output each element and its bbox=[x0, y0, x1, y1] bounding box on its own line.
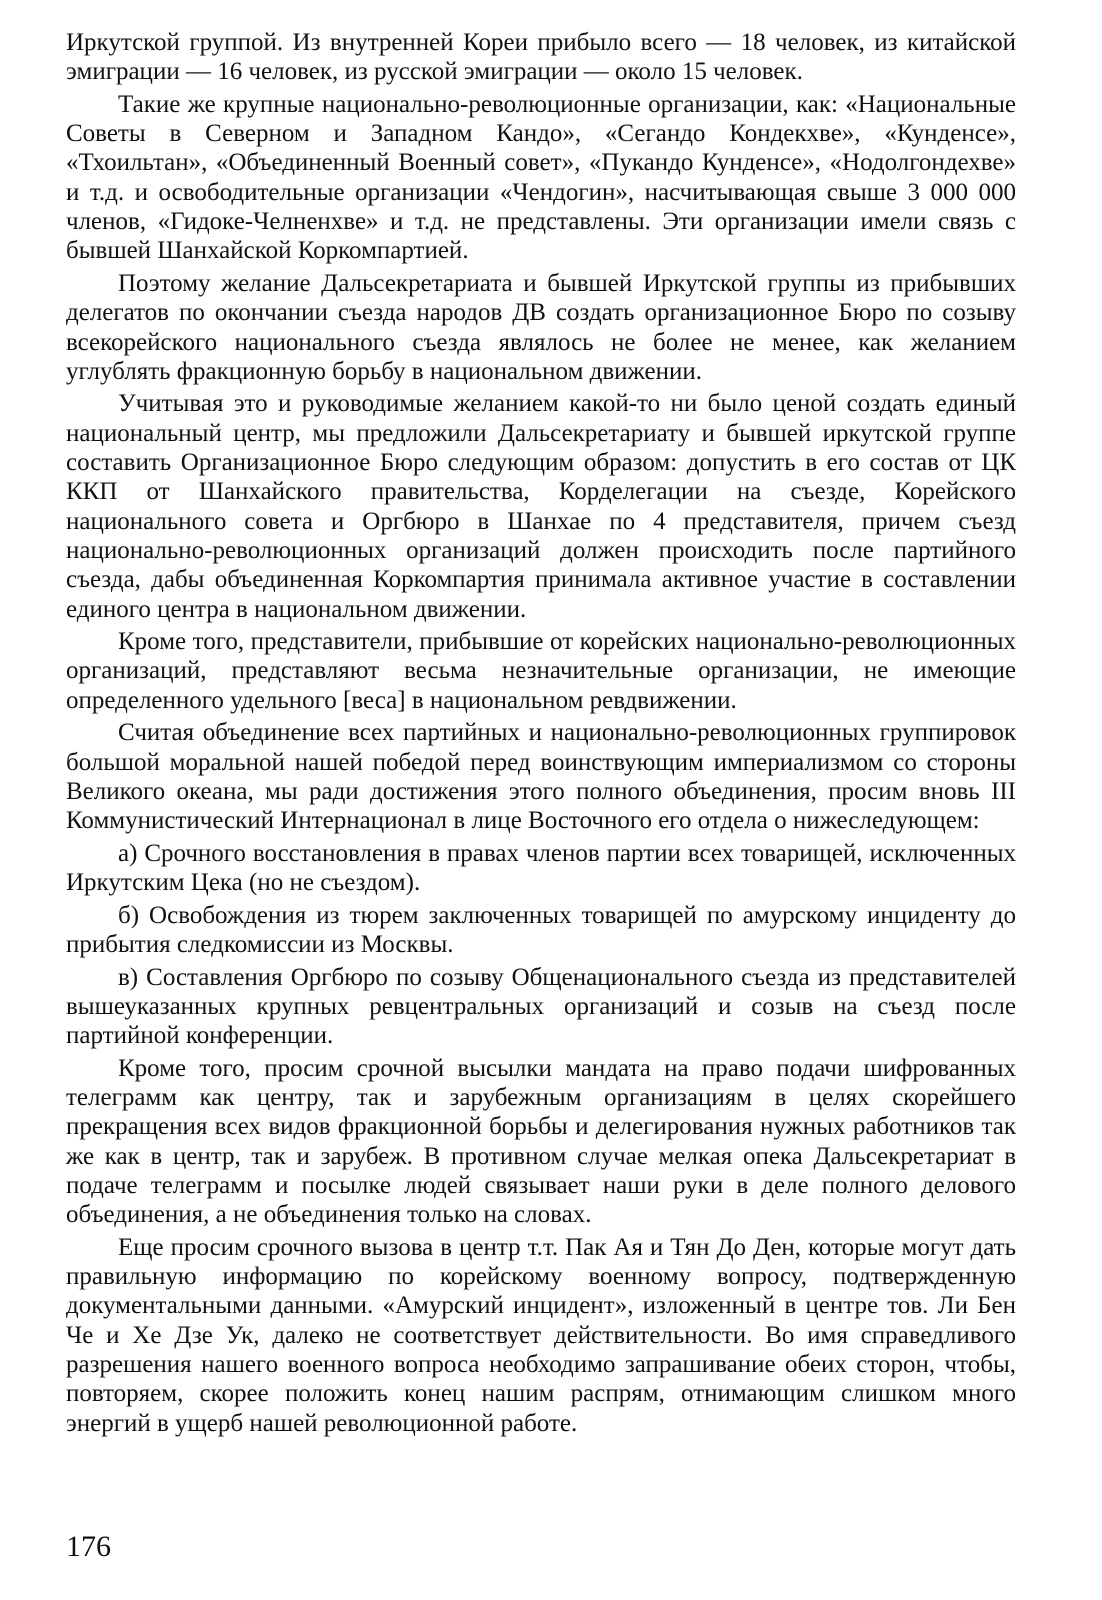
paragraph-3: Поэтому желание Дальсекретариата и бывшей Иркутской группы из прибывших делегатов по окончании съезда народов ДВ создать организационное Бюро по созыву всекорейского национального съезда являлось не более не менее, как желанием углублять фракционную борьбу в национальном движении. bbox=[66, 269, 1016, 385]
page-number: 176 bbox=[66, 1530, 111, 1563]
document-page bbox=[66, 28, 1016, 1441]
paragraph-5: Кроме того, представители, прибывшие от корейских национально-революционных организаций, представляют весьма незначительные организации, не имеющие определенного удельного [веса] в национальном ревдвижении. bbox=[66, 628, 1016, 714]
paragraph-10: Кроме того, просим срочной высылки мандата на право подачи шифрованных телеграмм как центру, так и зарубежным организациям в целях скорейшего прекращения всех видов фракционной борьбы и делегирования нужных работников так же как в центр, так и зарубеж. В противном случае мелкая опека Дальсекретариат в подаче телеграмм и посылке людей связывает наши руки в деле полного делового объединения, а не объединения только на словах. bbox=[66, 1054, 1016, 1229]
list-item-v: в) Составления Оргбюро по созыву Общенационального съезда из представителей вышеуказанных крупных ревцентральных организаций и созыв на съезд после партийной конференции. bbox=[66, 963, 1016, 1050]
paragraph-2: Такие же крупные национально-революционные организации, как: «Национальные Советы в Северном и Западном Кандо», «Сегандо Кондекхве», «Кунденсе», «Тхоильтан», «Объединенный Военный совет», «Пукандо Кунденсе», «Нодолгондехве» и т.д. и освободительные организации «Чендогин», насчитывающая свыше 3 000 000 членов, «Гидоке-Челненхве» и т.д. не представлены. Эти организации имели связь с бывшей Шанхайской Коркомпартией. bbox=[66, 90, 1016, 265]
paragraph-6: Считая объединение всех партийных и национально-революционных группировок большой моральной нашей победой перед воинствующим империализмом со стороны Великого океана, мы ради достижения этого полного объединения, просим вновь III Коммунистический Интернационал в лице Восточного его отдела о нижеследующем: bbox=[66, 719, 1016, 835]
paragraph-1: Иркутской группой. Из внутренней Кореи прибыло всего — 18 человек, из китайской эмиграции — 16 человек, из русской эмиграции — около 15 человек. bbox=[66, 29, 1016, 86]
paragraph-4: Учитывая это и руководимые желанием какой-то ни было ценой создать единый национальный центр, мы предложили Дальсекретариату и бывшей иркутской группе составить Организационное Бюро следующим образом: допустить в его состав от ЦК ККП от Шанхайского правительства, Корделегации на съезде, Корейского национального совета и Оргбюро в Шанхае по 4 представителя, причем съезд национально-революционных организаций должен происходить после партийного съезда, дабы объединенная Коркомпартия принимала активное участие в составлении единого центра в национальном движении. bbox=[66, 390, 1016, 623]
paragraph-11: Еще просим срочного вызова в центр т.т. Пак Ая и Тян До Ден, которые могут дать правильную информацию по корейскому военному вопросу, подтвержденную документальными данными. «Амурский инцидент», изложенный в центре тов. Ли Бен Че и Хе Дзе Ук, далеко не соответствует действительности. Во имя справедливого разрешения нашего военного вопроса необходимо запрашивание обеих сторон, чтобы, повторяем, скорее положить конец нашим распрям, отнимающим слишком много энергий в ущерб нашей революционной работе. bbox=[66, 1233, 1016, 1437]
list-item-a: а) Срочного восстановления в правах членов партии всех товарищей, исключенных Иркутским Цека (но не съездом). bbox=[66, 839, 1016, 897]
list-item-b: б) Освобождения из тюрем заключенных товарищей по амурскому инциденту до прибытия следкомиссии из Москвы. bbox=[66, 901, 1016, 958]
